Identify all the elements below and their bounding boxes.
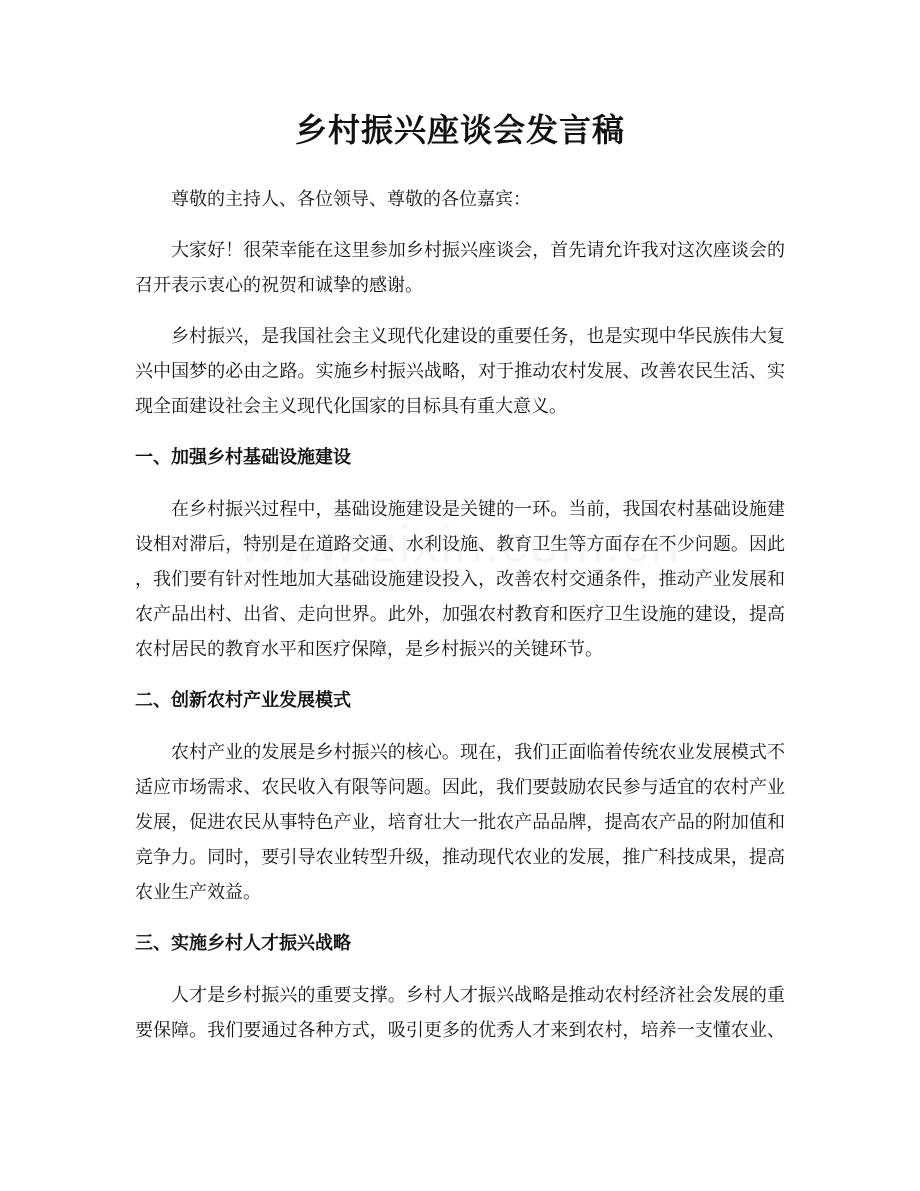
intro-paragraph (135, 319, 785, 424)
section-paragraph (135, 978, 785, 1048)
paragraph-line: 要保障。我们要通过各种方式，吸引更多的优秀人才来到农村，培养一支懂农业、 (135, 1020, 785, 1041)
section-paragraph (135, 492, 785, 667)
paragraph-line: 农村居民的教育水平和医疗保障，是乡村振兴的关键环节。 (135, 639, 603, 660)
paragraph-line: 尊敬的主持人、各位领导、尊敬的各位嘉宾： (171, 189, 531, 210)
section-heading: 三、实施乡村人才振兴战略 (135, 933, 351, 954)
paragraph-line: 农业生产效益。 (135, 882, 261, 903)
section-heading: 二、创新农村产业发展模式 (135, 690, 351, 711)
paragraph-line: 竞争力。同时，要引导农业转型升级，推动现代农业的发展，推广科技成果，提高 (135, 847, 785, 868)
paragraph-line: 人才是乡村振兴的重要支撑。乡村人才振兴战略是推动农村经济社会发展的重 (171, 985, 785, 1006)
paragraph-line: 在乡村振兴过程中，基础设施建设是关键的一环。当前，我国农村基础设施建 (171, 499, 785, 520)
paragraph-line: 发展，促进农民从事特色产业，培育壮大一批农产品品牌，提高农产品的附加值和 (135, 812, 785, 833)
paragraph-line: 农产品出村、出省、走向世界。此外，加强农村教育和医疗卫生设施的建设，提高 (135, 604, 785, 625)
paragraph-line: 大家好！很荣幸能在这里参加乡村振兴座谈会，首先请允许我对这次座谈会的 (171, 240, 785, 261)
paragraph-line: 现全面建设社会主义现代化国家的目标具有重大意义。 (135, 396, 567, 417)
paragraph-line: 农村产业的发展是乡村振兴的核心。现在，我们正面临着传统农业发展模式不 (171, 742, 785, 763)
salutation-paragraph (135, 182, 785, 217)
paragraph-line: ，我们要有针对性地加大基础设施建设投入，改善农村交通条件，推动产业发展和 (135, 569, 785, 590)
paragraph-line: 设相对滞后，特别是在道路交通、水利设施、教育卫生等方面存在不少问题。因此 (135, 534, 785, 555)
paragraph-line: 乡村振兴，是我国社会主义现代化建设的重要任务，也是实现中华民族伟大复 (171, 326, 785, 347)
section-heading: 一、加强乡村基础设施建设 (135, 447, 351, 468)
paragraph-line: 适应市场需求、农民收入有限等问题。因此，我们要鼓励农民参与适宜的农村产业 (135, 777, 785, 798)
document-page (135, 110, 785, 1064)
section-paragraph (135, 735, 785, 910)
paragraph-line: 召开表示衷心的祝贺和诚挚的感谢。 (135, 275, 423, 296)
document-title: 乡村振兴座谈会发言稿 (294, 111, 625, 149)
paragraph-line: 兴中国梦的必由之路。实施乡村振兴战略，对于推动农村发展、改善农民生活、实 (135, 361, 785, 382)
greeting-paragraph (135, 233, 785, 303)
